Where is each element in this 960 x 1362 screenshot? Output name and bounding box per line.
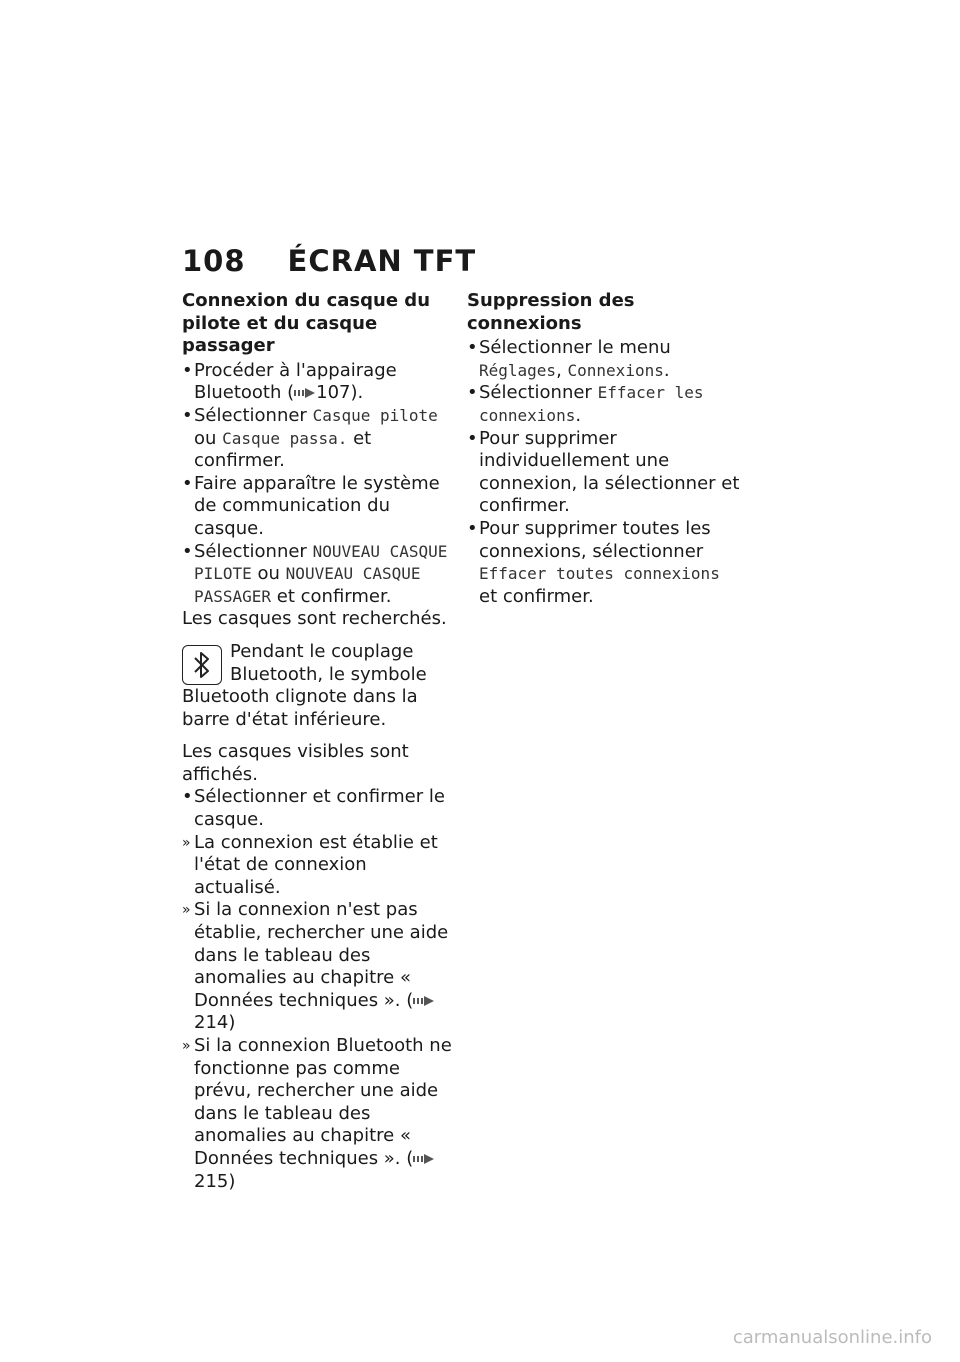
note-text: Pendant le couplage Bluetooth, le symbole Bluetooth clignote dans la barre d'état inférieure. xyxy=(182,640,427,730)
paragraph: Les casques visibles sont affichés. xyxy=(182,741,409,785)
menu-label: NOUVEAU CASQUE PILOTE xyxy=(194,541,448,584)
list-item xyxy=(467,518,743,608)
menu-label: Réglages xyxy=(479,360,557,380)
result-text: Si la connexion n'est pas établie, rechercher une aide dans le tableau des anomalies au chapitre « Données techniques ». ( xyxy=(194,899,449,1011)
left-column xyxy=(182,290,454,1193)
list-item xyxy=(182,541,454,609)
bluetooth-icon xyxy=(182,645,222,685)
instruction-text: Sélectionner xyxy=(194,540,313,562)
list-item xyxy=(467,337,743,382)
instruction-text: Sélectionner et confirmer le casque. xyxy=(194,786,445,831)
menu-label: Effacer toutes connexions xyxy=(479,564,720,584)
menu-label: NOUVEAU CASQUE PASSAGER xyxy=(194,564,421,606)
menu-label: Effacer les connexions xyxy=(479,383,704,425)
list-item xyxy=(182,473,454,541)
instruction-text: Sélectionner le menu xyxy=(479,337,671,359)
instruction-text: Pour supprimer toutes les connexions, sélectionner xyxy=(479,517,711,562)
menu-label: Casque passa. xyxy=(222,428,348,448)
instruction-text: . xyxy=(663,359,670,381)
instruction-text: Sélectionner xyxy=(194,404,313,426)
instruction-text: et confirmer. xyxy=(479,585,594,607)
result-item xyxy=(182,899,454,1035)
page-ref[interactable]: 215) xyxy=(194,1170,236,1192)
page-ref[interactable]: 214) xyxy=(194,1012,236,1034)
list-item xyxy=(182,360,454,405)
right-column xyxy=(467,290,743,608)
result-text: La connexion est établie et l'état de connexion actualisé. xyxy=(194,831,438,898)
instruction-text: Procéder à l'appairage Bluetooth ( xyxy=(194,359,397,404)
result-item xyxy=(182,1035,454,1193)
list-item xyxy=(182,405,454,473)
result-text: Les casques sont recherchés. xyxy=(182,608,447,630)
result-item xyxy=(182,832,454,900)
list-item xyxy=(467,428,743,518)
instruction-text: , xyxy=(556,359,568,381)
list-item xyxy=(467,382,743,427)
instruction-text: ou xyxy=(251,563,286,585)
result-text: Si la connexion Bluetooth ne fonctionne pas comme prévu, rechercher une aide dans le tableau des anomalies au chapitre « Données techniques ». ( xyxy=(194,1035,452,1169)
section-heading-headset: Connexion du casque du pilote et du casque passager xyxy=(182,290,431,357)
list-item xyxy=(182,786,454,831)
menu-label: Casque pilote xyxy=(312,405,438,425)
page-ref-arrow-icon xyxy=(413,1153,435,1165)
instruction-text: ou xyxy=(194,427,223,449)
instruction-text: Pour supprimer individuellement une connexion, la sélectionner et confirmer. xyxy=(479,427,740,517)
chapter-title: ÉCRAN TFT xyxy=(287,244,477,278)
watermark: carmanualsonline.info xyxy=(732,1327,932,1348)
instruction-text: Sélectionner xyxy=(479,382,598,404)
instruction-text: et confirmer. xyxy=(194,427,372,472)
page-ref[interactable]: 107). xyxy=(316,382,364,404)
instruction-text: Faire apparaître le système de communication du casque. xyxy=(194,472,440,539)
page-ref-arrow-icon xyxy=(294,387,316,399)
page-header xyxy=(182,244,476,278)
menu-label: Connexions xyxy=(567,360,664,380)
page-number: 108 xyxy=(182,244,246,278)
section-heading-delete: Suppression des connexions xyxy=(467,290,635,334)
instruction-text: et confirmer. xyxy=(271,585,392,607)
note-block xyxy=(182,641,454,731)
page-ref-arrow-icon xyxy=(413,995,435,1007)
instruction-text: . xyxy=(575,404,582,426)
